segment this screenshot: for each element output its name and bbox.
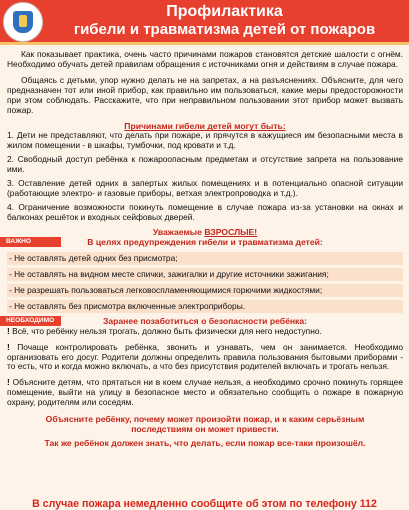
causes-heading: Причинами гибели детей могут быть:	[124, 121, 286, 132]
necessary-item-1	[7, 327, 403, 337]
important-item-2: - Не оставлять на видном месте спички, зажигалки и другие источники зажигания;	[7, 268, 403, 281]
appeal-highlight: ВЗРОСЛЫЕ!	[204, 226, 258, 237]
closing-line-3: Так же ребёнок должен знать, что делать, если пожар все-таки произошёл.	[44, 438, 366, 449]
important-item-4: - Не оставлять без присмотра включенные электроприборы.	[7, 300, 403, 313]
exclamation-icon: !	[7, 341, 10, 352]
crown-icon	[19, 15, 27, 27]
important-badge: ВАЖНО	[0, 237, 61, 247]
emergency-phone-notice: В случае пожара немедленно сообщите об этом по телефону 112	[32, 498, 377, 510]
intro-paragraph-2: Общаясь с детьми, упор нужно делать не на запретах, а на разъяснениях. Объясните, для чего предназначен тот или иной прибор, как правильно им пользоваться, какие меры предосторожности при этом соблюдать. Расскажите, что при неправильном пользовании этот прибор может вызвать пожар.	[7, 74, 403, 115]
cause-item-1: 1. Дети не представляют, что делать при пожаре, и прячутся в кажущиеся им безопасными места в жилом помещении - в шкафы, тумбочки, под кровати и т.д.	[7, 130, 403, 151]
necessary-item-2-text: Почаще контролировать ребёнка, звонить и узнавать, чем он занимается. Необходимо организовать его досуг. Родители должны определить правила пользования бытовыми приборами - то есть, что и когда можно включать, а что без присутствия родителей включать и трогать нельзя.	[7, 341, 403, 372]
important-heading: В целях предупреждения гибели и травматизма детей:	[87, 236, 323, 247]
cause-item-4: 4. Ограничение возможности покинуть помещение в случае пожара из-за установки на окнах и балконах решёток и входных сейфовых дверей.	[7, 201, 403, 222]
necessary-badge: НЕОБХОДИМО	[0, 316, 61, 326]
cause-item-3: 3. Оставление детей одних в запертых жилых помещениях и в потенциально опасной ситуации (работающие электро- и газовые приборы, ветхая электропроводка и т.д.).	[7, 178, 403, 198]
necessary-item-3-text: Объясните детям, что прятаться ни в коем случае нельзя, а необходимо срочно покинуть горящее помещение, выйти на улицу в безопасное место и обязательно сообщить о пожаре в пожарную охрану, родителям или соседям.	[7, 377, 404, 408]
header-stripe	[0, 42, 409, 45]
necessary-header	[7, 316, 403, 327]
coat-of-arms-icon	[3, 2, 43, 42]
exclamation-icon: !	[7, 325, 10, 336]
page-subtitle: гибели и травматизма детей от пожаров	[73, 21, 376, 38]
closing-line-1: Объясните ребёнку, почему может произойти пожар, и к каким серьёзным	[45, 414, 365, 425]
intro-paragraph-1: Как показывает практика, очень часто причинами пожаров становятся детские шалости с огнём. Необходимо обучать детей правилам обращения с источниками огня и действиям в случае пожара.	[7, 49, 403, 69]
important-header	[7, 237, 403, 248]
important-item-1: - Не оставлять детей одних без присмотра;	[7, 252, 403, 265]
necessary-item-1-text: Всё, что ребёнку нельзя трогать, должно быть физически для него недоступно.	[12, 325, 322, 336]
exclamation-icon: !	[7, 377, 10, 388]
main-content	[7, 50, 403, 448]
appeal-prefix: Уважаемые	[152, 226, 205, 237]
cause-item-2: 2. Свободный доступ ребёнка к пожароопасным предметам и отсутствие запрета на пользование ими.	[7, 154, 403, 175]
page-title: Профилактика	[166, 3, 283, 20]
necessary-item-2	[7, 343, 403, 373]
important-item-3: - Не разрешать пользоваться легковоспламеняющимися горючими жидкостями;	[7, 284, 403, 297]
necessary-item-3	[7, 378, 403, 408]
adults-appeal	[7, 227, 403, 237]
necessary-heading: Заранее позаботиться о безопасности ребёнка:	[102, 315, 307, 326]
closing-line-2: последствиям он может привести.	[131, 424, 279, 435]
